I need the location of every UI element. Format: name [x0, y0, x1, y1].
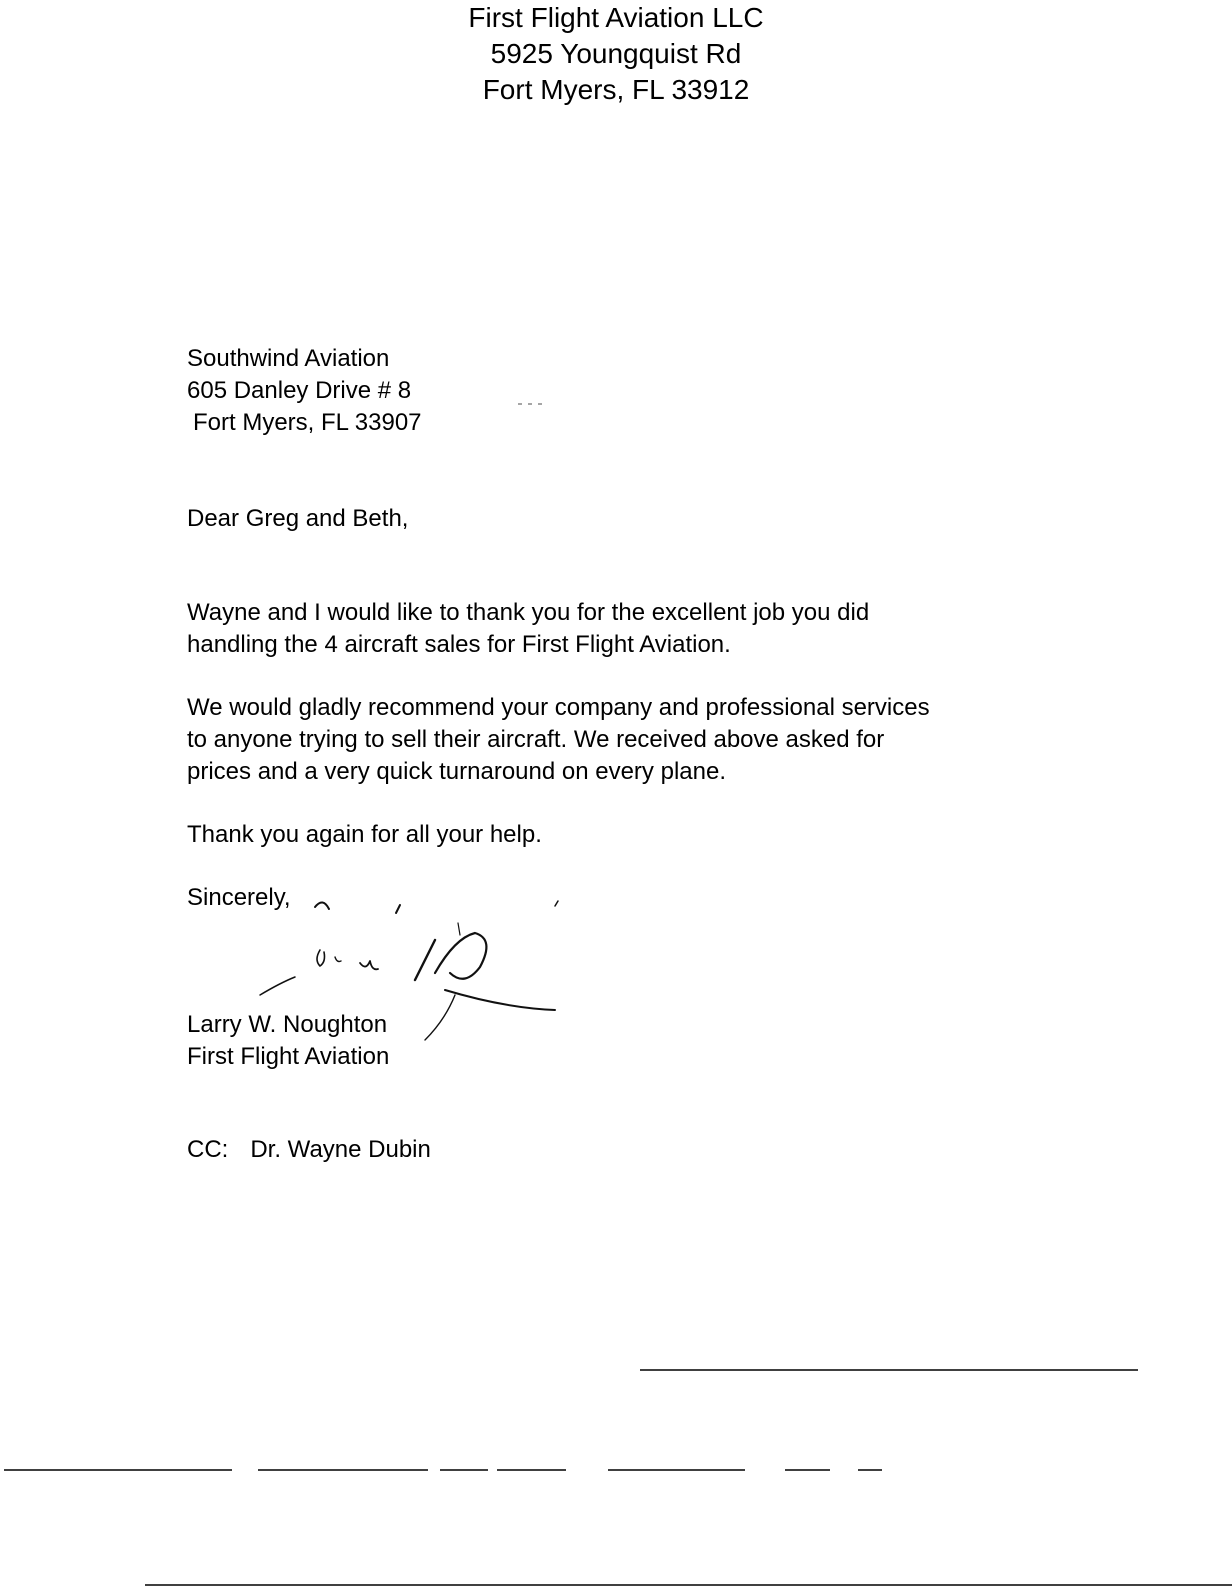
- letterhead-city: Fort Myers, FL 33912: [482, 74, 750, 105]
- recipient-name: Southwind Aviation: [187, 345, 390, 372]
- signer-company: First Flight Aviation: [187, 1043, 390, 1070]
- body-paragraph-1: [187, 597, 869, 661]
- paragraph-line: Wayne and I would like to thank you for the excellent job you did: [187, 599, 870, 626]
- cc-line: [187, 1134, 431, 1166]
- recipient-city: Fort Myers, FL 33907: [193, 409, 422, 436]
- paragraph-line: We would gladly recommend your company and professional services: [187, 694, 930, 721]
- closing: Sincerely,: [187, 884, 291, 911]
- salutation: Dear Greg and Beth,: [187, 505, 409, 532]
- signer-name: Larry W. Noughton: [187, 1011, 388, 1038]
- paragraph-line: prices and a very quick turnaround on every plane.: [187, 758, 726, 785]
- body-paragraph-3: Thank you again for all your help.: [187, 821, 542, 848]
- cc-label: CC:: [187, 1136, 229, 1163]
- recipient-address: [187, 343, 422, 439]
- signer-block: [187, 1009, 389, 1073]
- paragraph-line: handling the 4 aircraft sales for First Flight Aviation.: [187, 631, 731, 658]
- letterhead: [0, 0, 1232, 108]
- letterhead-company: First Flight Aviation LLC: [468, 2, 764, 33]
- letterhead-street: 5925 Youngquist Rd: [490, 38, 742, 69]
- body-paragraph-2: [187, 692, 930, 788]
- cc-name: Dr. Wayne Dubin: [250, 1136, 431, 1163]
- paragraph-line: to anyone trying to sell their aircraft. We received above asked for: [187, 726, 885, 753]
- recipient-street: 605 Danley Drive # 8: [187, 377, 412, 404]
